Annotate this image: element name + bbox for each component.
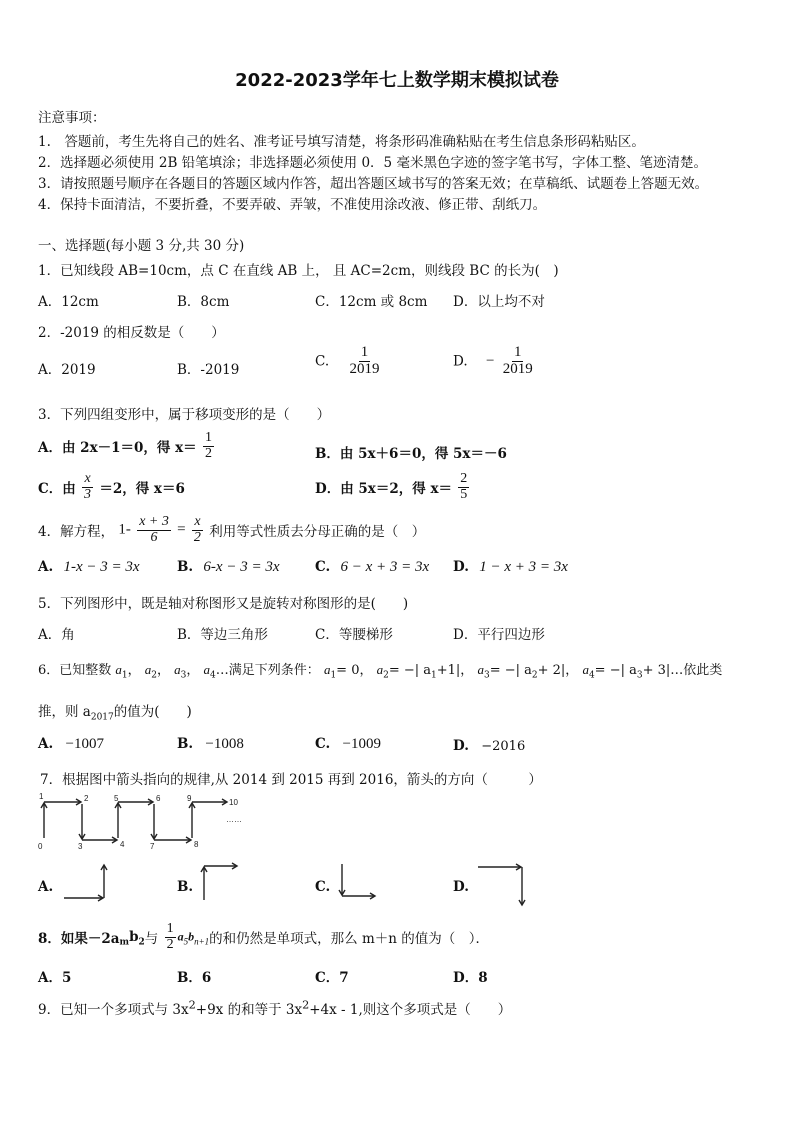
page-title: 2022-2023学年七上数学期末模拟试卷 [235,70,559,91]
q3-c-numerator: x [84,471,91,486]
q6-option-b [177,736,244,753]
q2-option-d-sign: − [485,352,495,369]
q7-num-1: 1 [39,792,44,801]
q9-sup-2: 2 [302,998,310,1012]
q1-option-d: D．以上均不对 [453,294,545,310]
q4-option-b [177,559,279,576]
q6-line2-post: 的值为( ) [113,704,192,720]
q6-option-a-text: −1007 [65,736,104,752]
q8-stem-suffix: 的和仍然是单项式，那么 m＋n 的值为（ ）． [209,931,489,948]
q4-rhs-fraction [192,515,203,545]
q6-option-d-label: D. [453,738,469,754]
q8-option-b: B．6 [177,970,212,986]
q7-num-6: 6 [156,794,161,803]
q4-lhs-numerator: x + 3 [139,514,169,529]
q7-option-a-arrow [62,862,112,902]
q8-var-b: b [129,929,139,946]
q3-option-b: B．由 5x＋6＝0，得 5x＝－6 [315,446,507,462]
q7-num-0: 0 [38,842,43,851]
q7-num-2: 2 [84,794,89,803]
q7-num-9: 9 [187,794,192,803]
q6-option-d [453,738,525,754]
q6-cond-sub-3: 3 [483,670,490,681]
section-heading: 一、选择题(每小题 3 分,共 30 分) [38,238,245,254]
q6-cond-sub-2b: 1 [431,670,437,681]
q3-stem: 3．下列四组变形中，属于移项变形的是（ ） [38,407,331,423]
q4-option-d-text: 1 − x + 3 = 3x [479,559,568,575]
q4-stem [38,515,425,545]
q4-rhs-numerator: x [194,514,201,529]
q2-stem: 2．-2019 的相反数是（ ） [38,325,225,341]
notice-item-4: 4．保持卡面清洁，不要折叠，不要弄破、弄皱，不准使用涂改液、修正带、刮纸刀。 [38,197,547,213]
q8-var-b2: b [188,929,195,944]
q6-option-c-text: −1009 [342,736,381,752]
q3-a-denominator: 2 [204,445,212,461]
q5-option-a: A．角 [38,627,75,643]
q7-num-8: 8 [194,840,199,849]
q5-option-c: C．等腰梯形 [315,627,393,643]
q7-option-d-label: D. [453,879,469,895]
q6-sub-4: 4 [210,670,216,681]
q2-d-numerator: 1 [513,344,522,360]
q6-cond-a3: a [477,662,484,677]
q4-lhs-prefix: 1- [118,521,131,538]
q3-option-a [38,431,216,461]
q8-fraction [165,922,176,952]
q4-option-c-label: C. [315,559,331,575]
q6-cond-7: + 3|…依此类 [642,663,723,678]
q6-line2-text: 推，则 a [38,704,91,720]
q6-cond-a4: a [582,662,589,677]
q3-option-d-text: D．由 5x＝2，得 x＝ [315,481,452,498]
q6-stem-mid: …满足下列条件： [215,663,320,678]
q6-sub-2: 2 [151,670,158,681]
q7-option-a-label: A. [38,879,54,895]
q6-option-a [38,736,104,753]
q6-option-b-text: −1008 [205,736,244,752]
q2-d-denominator: 2019 [502,360,533,377]
q8-denominator: 2 [166,936,174,952]
q7-option-b-arrow [200,862,250,902]
q9-stem-mid: +9x 的和等于 3x [195,1002,303,1018]
q6-var-a3: a [174,662,181,677]
q8-var-a: a [177,929,184,944]
q6-option-a-label: A. [38,736,54,752]
q6-cond-3: +1|， [436,663,474,678]
notice-item-2: 2．选择题必须使用 2B 铅笔填涂；非选择题必须使用 0．5 毫米黑色字迹的签字笔书写，字体工整、笔迹清楚。 [38,155,707,171]
q7-arrow-pattern-figure [36,792,256,852]
q2-option-c [315,345,383,378]
q4-stem-suffix: 利用等式性质去分母正确的是（ ） [209,524,426,541]
q2-option-a: A．2019 [38,362,96,378]
q6-line2-sub: 2017 [90,712,114,723]
q2-option-b: B．-2019 [177,362,240,378]
q6-var-a2: a [144,662,152,677]
q2-option-d [453,345,537,378]
q8-stem [38,922,489,952]
q6-cond-5: + 2|， [537,663,579,678]
q7-option-b-label: B. [177,879,194,895]
q6-option-c-label: C. [315,736,331,752]
q3-option-a-text: A．由 2x－1＝0，得 x＝ [38,440,197,457]
q8-exp-5: 5 [183,936,189,947]
q8-stem-mid: 与 [144,931,159,948]
notice-heading: 注意事项： [38,110,106,126]
q9-stem-suffix: +4x - 1,则这个多项式是（ ） [309,1002,512,1018]
q3-c-denominator: 3 [84,486,92,502]
q7-num-7: 7 [150,842,155,851]
q6-sub-1: 1 [121,670,128,681]
q4-option-b-label: B. [177,559,194,575]
q6-line2 [38,700,192,723]
q6-var-a4: a [203,662,211,677]
q1-option-a: A．12cm [38,294,99,310]
q8-exp-2: 2 [138,937,145,948]
q8-option-d: D．8 [453,970,488,986]
q4-option-c-text: 6 − x + 3 = 3x [340,559,430,575]
q4-rhs-denominator: 2 [193,529,201,545]
q2-option-c-fraction [347,345,381,378]
q7-stem: 7．根据图中箭头指向的规律,从 2014 到 2015 再到 2016，箭头的方向（ ） [40,772,542,788]
q6-option-b-label: B. [177,736,194,752]
q4-equals: = [177,521,186,538]
q6-cond-6: = −| a [594,663,637,678]
q2-c-numerator: 1 [360,344,369,360]
q1-option-c: C．12cm 或 8cm [315,294,428,310]
q8-exp-n1: n+1 [194,936,210,947]
notice-item-3: 3．请按照题号顺序在各题目的答题区域内作答，超出答题区域书写的答案无效；在草稿纸、试题卷上答题无效。 [38,176,709,192]
q2-option-d-label: D. [453,353,468,370]
q8-option-a: A．5 [38,970,72,986]
q6-stem-prefix: 6．已知整数 [38,663,112,678]
q4-option-a-text: 1-x − 3 = 3x [63,559,140,575]
q8-numerator: 1 [166,921,174,936]
q6-option-d-text: −2016 [481,739,526,754]
q6-cond-sub-4: 4 [588,670,595,681]
q3-option-d [315,472,471,502]
q6-cond-a1: a [323,662,331,677]
notice-item-1: 1. 答题前，考生先将自己的姓名、准考证号填写清楚，将条形码准确粘贴在考生信息条形码粘贴区。 [38,134,645,150]
q6-cond-sub-2: 2 [383,670,389,681]
q6-sub-3: 3 [180,670,187,681]
q6-cond-sub-1: 1 [330,670,337,681]
q7-option-c-arrow [338,862,388,902]
q7-option-d-arrow [476,862,536,912]
q7-option-c-label: C. [315,879,331,895]
q5-stem: 5．下列图形中，既是轴对称图形又是旋转对称图形的是( ) [38,596,409,612]
q4-option-d-label: D. [453,559,469,575]
q8-stem-prefix: 8．如果－2a [38,931,120,948]
q2-option-c-label: C. [315,353,330,370]
q6-cond-4: = −| a [489,663,532,678]
q8-option-c: C．7 [315,970,349,986]
q1-stem: 1．已知线段 AB=10cm，点 C 在直线 AB 上， 且 AC=2cm，则线段 BC 的长为( ) [38,263,559,279]
q4-option-b-text: 6-x − 3 = 3x [203,559,280,575]
q5-option-b: B．等边三角形 [177,627,268,643]
q6-cond-sub-4b: 3 [636,670,643,681]
q3-option-c-suffix: ＝2，得 x＝6 [99,481,185,498]
q2-option-d-fraction [501,345,535,378]
q3-option-c [38,472,185,502]
q4-lhs-denominator: 6 [150,529,158,545]
q3-option-c-fraction [82,472,93,502]
q3-d-denominator: 5 [460,486,468,502]
q4-option-d [453,559,568,576]
q8-exp-m: m [119,937,130,948]
q6-cond-2: = −| a [388,663,432,678]
q6-cond-sub-3b: 2 [531,670,538,681]
q7-num-3: 3 [78,842,83,851]
q1-option-b: B．8cm [177,294,230,310]
q6-cond-a2: a [376,662,384,677]
q4-option-a-label: A. [38,559,54,575]
q9-stem-prefix: 9．已知一个多项式与 3x [38,1002,189,1018]
q9-sup-1: 2 [188,998,196,1012]
q4-option-a [38,559,140,576]
q3-a-numerator: 1 [204,430,212,445]
q6-stem: 6．已知整数 $a_1$， $a_2$， $a_3$， $a_4\dots$满足下列条件： $a_1= 0$， $a_2=$ −| $a_1+1|$， $a_3=$ −| $a_2+ 2|$， $a_4=$ −| $a_3+$ 3|…依此类 [38,662,723,681]
q6-var-a1: a [115,662,122,677]
q4-stem-prefix: 4．解方程， [38,524,115,541]
q7-num-4: 4 [120,840,125,849]
q3-option-d-fraction [458,472,469,502]
q5-option-d: D．平行四边形 [453,627,545,643]
q4-lhs-fraction [137,515,171,545]
q3-d-numerator: 2 [460,471,468,486]
q3-option-c-prefix: C．由 [38,481,76,498]
q9-stem [38,998,511,1018]
q6-cond-1: = 0， [336,663,373,678]
q6-option-c [315,736,381,753]
q2-c-denominator: 2019 [349,360,380,377]
q4-option-c [315,559,429,576]
q7-num-5: 5 [114,794,119,803]
q7-dots: …… [226,815,242,824]
q3-option-a-fraction [203,431,214,461]
q7-num-10: 10 [229,798,238,807]
